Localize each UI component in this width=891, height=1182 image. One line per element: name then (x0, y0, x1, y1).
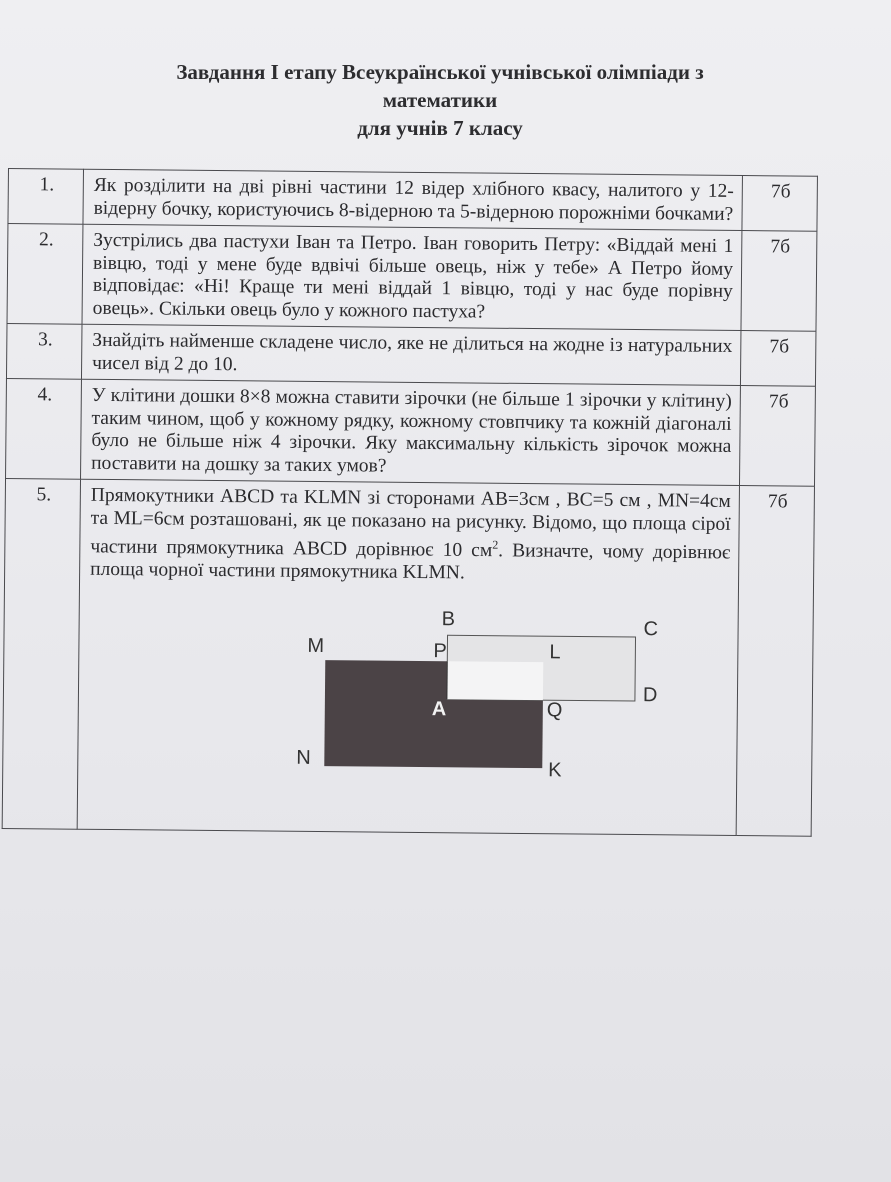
task-text-part2: . Визначте, чому дорівнює площа чорної частини прямокутника KLMN. (90, 540, 731, 584)
task-number: 4. (6, 378, 82, 479)
label-N: N (296, 746, 311, 769)
task-number: 3. (6, 323, 82, 379)
task-number: 5. (2, 478, 80, 829)
task-text-part1: Прямокутники ABCD та KLMN зі сторонами AB=3см , BC=5 см , MN=4см та ML=6см розташовані, як це показано на рисунку. Відомо, що площа сірої частини прямокутника ABCD дорівнює 10 см (90, 484, 731, 562)
label-Q: Q (546, 698, 563, 721)
label-P: P (433, 639, 447, 662)
label-C: C (643, 617, 659, 640)
task-row-2 (7, 224, 817, 332)
task-row-1 (8, 169, 817, 232)
task-text: Як розділити на дві рівні частини 12 відер хлібного квасу, налитого у 12-відерну бочку, користуючись 8-відерною та 5-відерною порожніми бочками? (83, 169, 742, 230)
task-row-3 (6, 323, 815, 386)
task-number: 2. (7, 224, 83, 325)
rectangles-figure (88, 607, 770, 814)
task-points: 7б (739, 386, 815, 487)
task-row-5 (2, 478, 814, 836)
task-points: 7б (741, 231, 817, 332)
task-points: 7б (740, 331, 816, 387)
rectangles-diagram (88, 607, 770, 814)
label-D: D (642, 683, 658, 706)
title-line-1: Завдання І етапу Всеукраїнської учнівської олімпіади з (176, 60, 704, 84)
label-L: L (549, 640, 561, 663)
task-text: Зустрілись два пастухи Іван та Петро. Іван говорить Петру: «Віддай мені 1 вівцю, тоді у мене буде вдвічі більше овець, ніж у тебе» А Петро йому відповідає: «Ні! Краще ти мені віддай 1 вівцю, тоді у нас буде порівну овець». Скільки овець було у кожного пастуха? (82, 224, 742, 330)
title-line-3: для учнів 7 класу (357, 116, 523, 140)
page-title (60, 58, 820, 142)
label-B: B (441, 607, 456, 630)
label-A: A (431, 697, 447, 720)
task-points: 7б (736, 486, 814, 837)
task-text-cell (77, 479, 739, 835)
task-text: Знайдіть найменше складене число, яке не ділиться на жодне із натуральних чисел від 2 до 10. (81, 324, 740, 385)
label-K: K (548, 758, 562, 781)
task-row-4 (6, 378, 816, 486)
label-M: M (307, 634, 325, 657)
overlap-region (447, 661, 543, 700)
tasks-table (2, 168, 818, 837)
task-text: У клітини дошки 8×8 можна ставити зірочки (не більше 1 зірочки у клітину) таким чином, щоб у кожному рядку, кожному стовпчику та кожній діагоналі було не більше ніж 4 зірочки. Яку максимальну кількість зірочок можна поставити на дошку за таких умов? (81, 379, 741, 485)
task-number: 1. (8, 169, 84, 225)
superscript: 2 (492, 537, 499, 552)
task-points: 7б (742, 176, 818, 232)
title-line-2: математики (382, 88, 498, 112)
